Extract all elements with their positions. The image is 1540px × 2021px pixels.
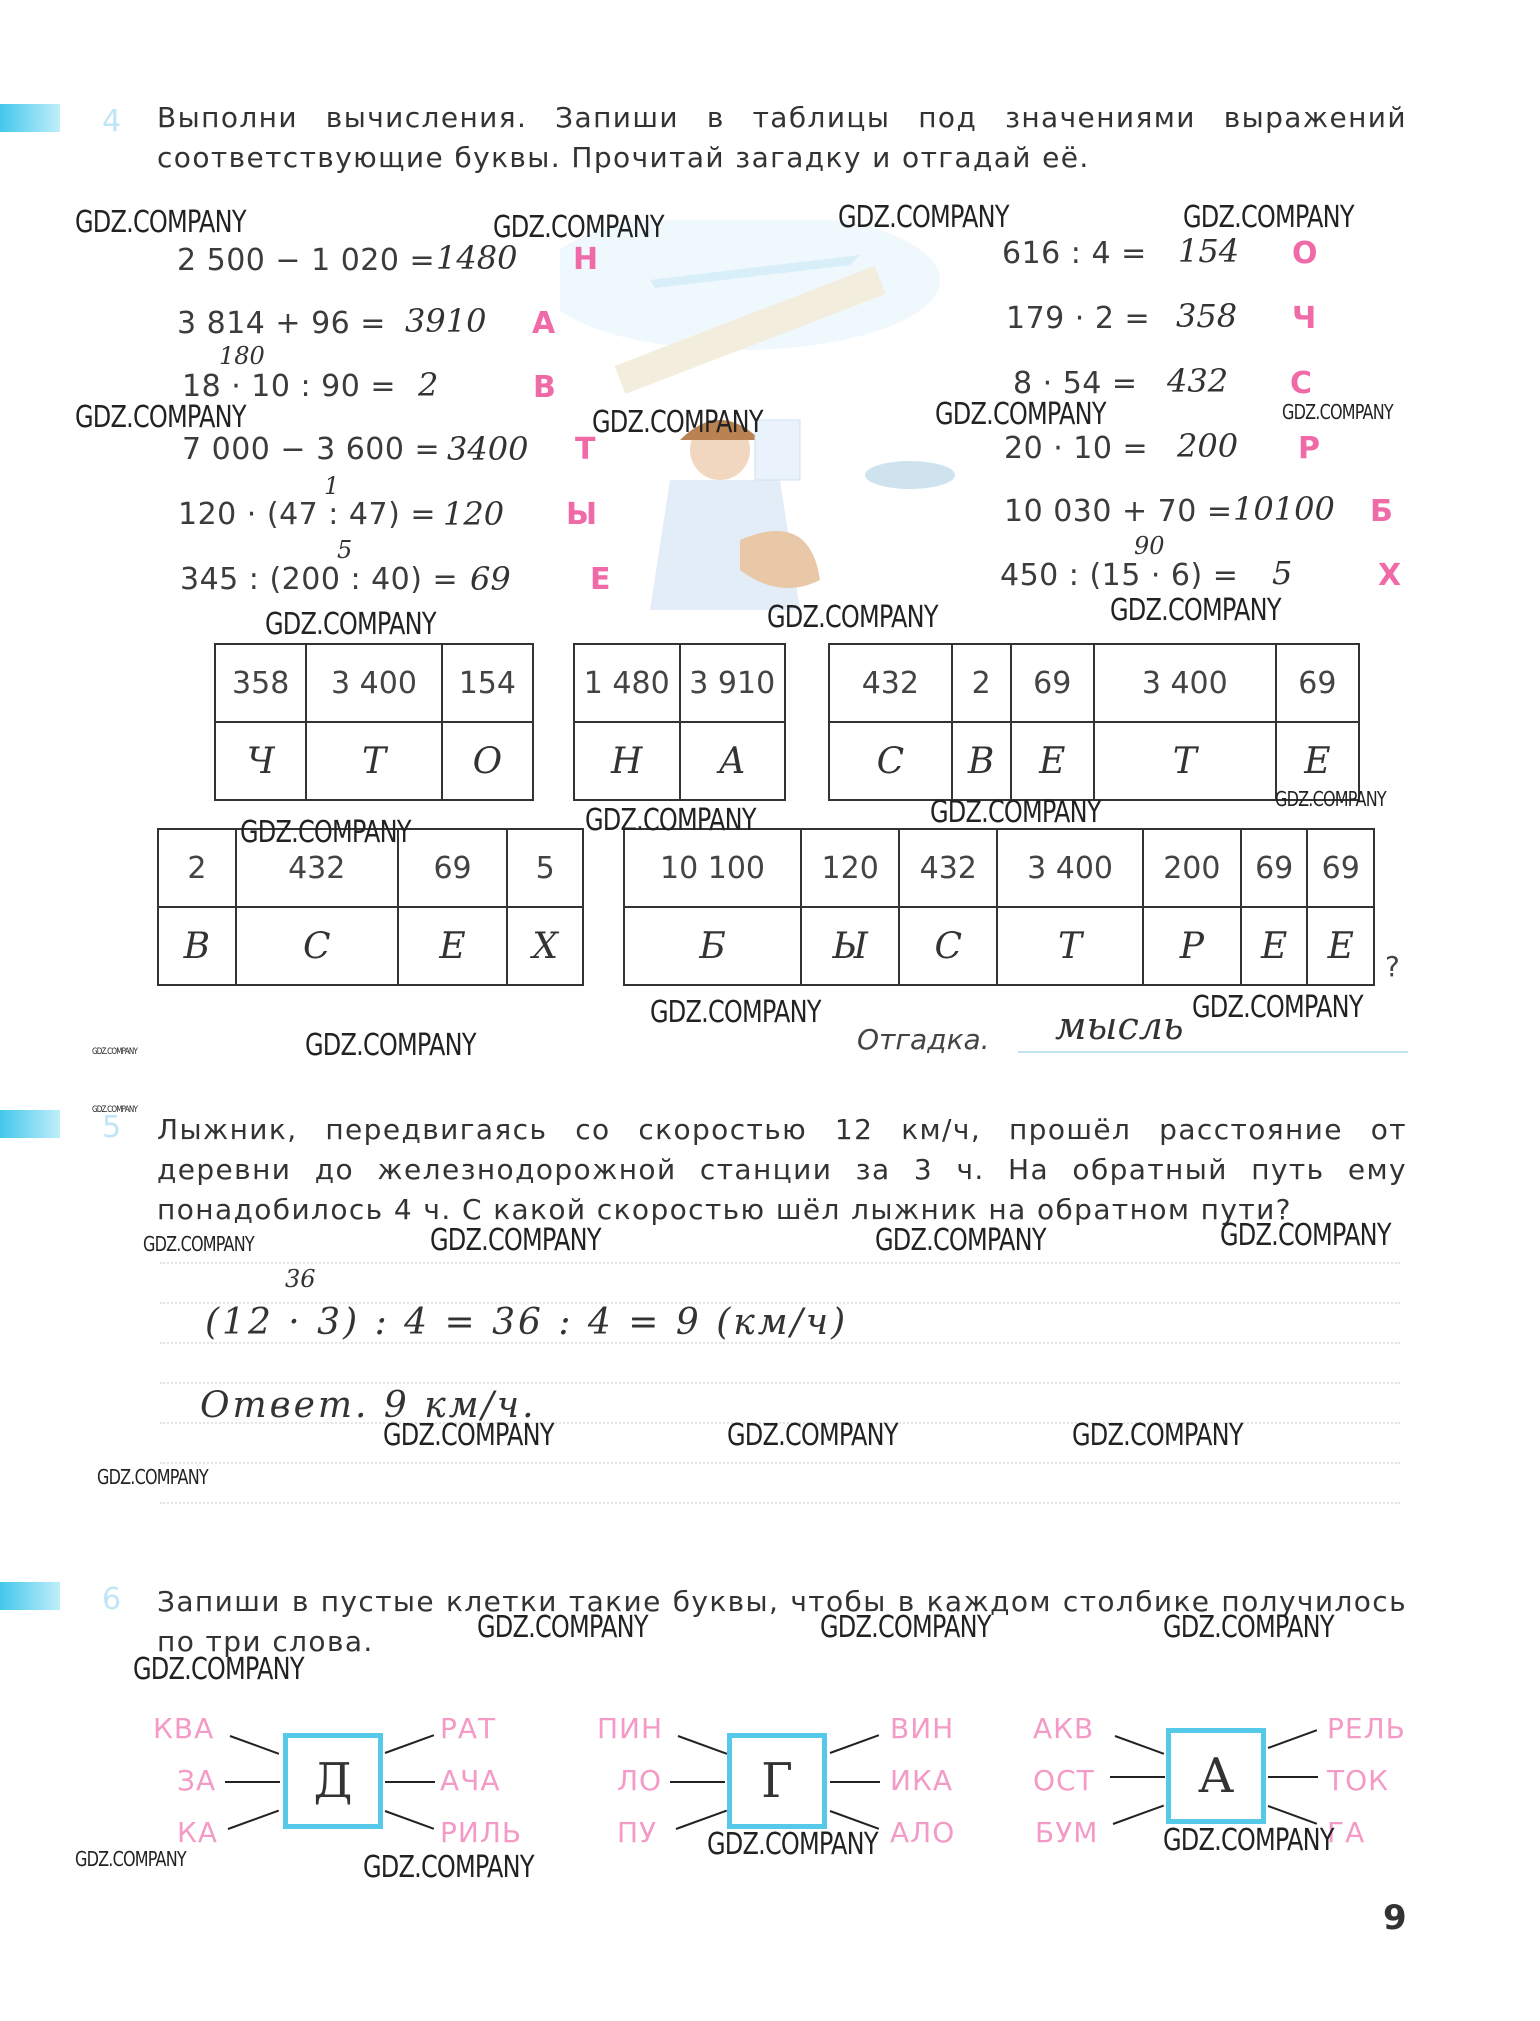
watermark: GDZ.COMPANY xyxy=(1072,1418,1243,1453)
letter-left-3: В xyxy=(533,370,556,405)
expr-left-1: 2 500 − 1 020 = xyxy=(177,243,436,278)
table-4-value: 69 xyxy=(398,829,508,907)
table-3-value: 69 xyxy=(1011,644,1094,722)
letter-left-4: Т xyxy=(575,432,596,467)
answer-left-5: 120 xyxy=(443,495,505,533)
note-left-6: 5 xyxy=(337,536,353,564)
table-5-value: 10 100 xyxy=(624,829,801,907)
watermark: GDZ.COMPANY xyxy=(305,1028,476,1063)
watermark: GDZ.COMPANY xyxy=(585,803,756,838)
word-part: РАТ xyxy=(440,1712,497,1745)
connector-line xyxy=(830,1734,880,1754)
table-3-value: 432 xyxy=(829,644,952,722)
answer-table-1 xyxy=(214,643,534,801)
expr-left-6: 345 : (200 : 40) = xyxy=(180,562,459,597)
grid-line xyxy=(160,1462,1400,1464)
table-5-letter: Р xyxy=(1143,907,1241,985)
letter-right-6: Х xyxy=(1378,558,1402,593)
table-1-value: 154 xyxy=(442,644,533,722)
grid-line xyxy=(160,1502,1400,1504)
question-mark: ? xyxy=(1385,950,1400,983)
connector-line xyxy=(830,1781,880,1783)
table-4-value: 432 xyxy=(236,829,398,907)
task-4-text: Выполни вычисления. Запиши в таблицы под значениями выражений соответствующие буквы. Прочитай загадку и отгадай её. xyxy=(157,101,1407,174)
letter-left-1: Н xyxy=(573,242,599,277)
watermark: GDZ.COMPANY xyxy=(240,815,411,850)
watermark: GDZ.COMPANY xyxy=(477,1610,648,1645)
task-6-number: 6 xyxy=(102,1582,122,1617)
connector-line xyxy=(385,1734,435,1754)
table-1-value: 358 xyxy=(215,644,306,722)
letter-right-1: О xyxy=(1292,236,1318,271)
word-part: ЛО xyxy=(617,1764,663,1797)
connector-line xyxy=(1115,1735,1165,1755)
answer-right-2: 358 xyxy=(1176,297,1238,335)
word-part: БУМ xyxy=(1035,1816,1099,1849)
note-right-6: 90 xyxy=(1134,532,1165,560)
answer-table-4 xyxy=(157,828,584,986)
expr-right-4: 20 · 10 = xyxy=(1004,431,1149,466)
table-3-letter: В xyxy=(952,722,1011,800)
watermark: GDZ.COMPANY xyxy=(383,1418,554,1453)
table-3-value: 69 xyxy=(1276,644,1359,722)
word-part: АЧА xyxy=(440,1764,501,1797)
table-1-value: 3 400 xyxy=(306,644,441,722)
watermark: GDZ.COMPANY xyxy=(1192,990,1363,1025)
answer-left-4: 3400 xyxy=(447,430,529,468)
note-left-5: 1 xyxy=(324,472,340,500)
watermark: GDZ.COMPANY xyxy=(767,600,938,635)
expr-right-5: 10 030 + 70 = xyxy=(1004,494,1233,529)
watermark: GDZ.COMPANY xyxy=(727,1418,898,1453)
watermark: GDZ.COMPANY xyxy=(935,397,1106,432)
connector-line xyxy=(670,1781,725,1783)
table-5-value: 69 xyxy=(1307,829,1374,907)
table-5-letter: Т xyxy=(997,907,1142,985)
task-5-tab xyxy=(0,1110,60,1138)
connector-line xyxy=(1268,1729,1318,1749)
word-part: ВИН xyxy=(890,1712,955,1745)
expr-right-3: 8 · 54 = xyxy=(1013,366,1138,401)
table-5-value: 69 xyxy=(1241,829,1308,907)
table-3-letter: Е xyxy=(1011,722,1094,800)
letter-box: Г xyxy=(727,1733,827,1829)
watermark: GDZ.COMPANY xyxy=(707,1827,878,1862)
connector-line xyxy=(228,1810,279,1830)
word-part: ТОК xyxy=(1327,1764,1390,1797)
task-6-text: Запиши в пустые клетки такие буквы, чтобы в каждом столбике получилось по три слова. xyxy=(157,1585,1407,1658)
connector-line xyxy=(1110,1776,1165,1778)
watermark: GDZ.COMPANY xyxy=(493,210,664,245)
table-5-letter: Б xyxy=(624,907,801,985)
watermark: GDZ.COMPANY xyxy=(592,405,763,440)
letter-left-6: Е xyxy=(590,562,611,597)
letter-box: А xyxy=(1166,1728,1266,1824)
task-6-tab xyxy=(0,1582,60,1610)
watermark: GDZ.COMPANY xyxy=(430,1223,601,1258)
answer-left-3: 2 xyxy=(418,366,439,404)
watermark: GDZ.COMPANY xyxy=(1282,400,1393,424)
expr-right-1: 616 : 4 = xyxy=(1002,236,1147,271)
word-part: ГА xyxy=(1327,1816,1366,1849)
word-part: АЛО xyxy=(890,1816,956,1849)
connector-line xyxy=(1113,1805,1164,1825)
watermark: GDZ.COMPANY xyxy=(75,205,246,240)
watermark: GDZ.COMPANY xyxy=(143,1232,254,1256)
riddle-answer-label: Отгадка. xyxy=(857,1023,990,1056)
answer-left-6: 69 xyxy=(470,560,511,598)
connector-line xyxy=(385,1781,435,1783)
watermark: GDZ.COMPANY xyxy=(838,200,1009,235)
table-5-value: 120 xyxy=(801,829,899,907)
table-4-value: 2 xyxy=(158,829,236,907)
connector-line xyxy=(230,1735,280,1755)
task-4-tab xyxy=(0,104,60,132)
watermark: GDZ.COMPANY xyxy=(1163,1823,1334,1858)
answer-right-4: 200 xyxy=(1177,427,1239,465)
table-4-value: 5 xyxy=(507,829,583,907)
grid-line xyxy=(160,1262,1400,1264)
table-4-letter: Е xyxy=(398,907,508,985)
word-part: ОСТ xyxy=(1033,1764,1095,1797)
table-4-letter: С xyxy=(236,907,398,985)
table-3-letter: Т xyxy=(1094,722,1276,800)
letter-box: Д xyxy=(283,1733,383,1829)
answer-left-1: 1480 xyxy=(436,239,518,277)
table-2-letter: Н xyxy=(574,722,680,800)
table-5-value: 200 xyxy=(1143,829,1241,907)
watermark: GDZ.COMPANY xyxy=(363,1850,534,1885)
watermark: GDZ.COMPANY xyxy=(875,1223,1046,1258)
table-3-letter: Е xyxy=(1276,722,1359,800)
watermark: GDZ.COMPANY xyxy=(265,607,436,642)
expr-left-4: 7 000 − 3 600 = xyxy=(182,432,441,467)
answer-right-3: 432 xyxy=(1167,362,1229,400)
solution-note: 36 xyxy=(285,1265,316,1293)
answer-right-5: 10100 xyxy=(1233,490,1335,528)
table-4-letter: В xyxy=(158,907,236,985)
word-part: РЕЛЬ xyxy=(1327,1712,1406,1745)
table-5-letter: Е xyxy=(1241,907,1308,985)
table-3-letter: С xyxy=(829,722,952,800)
expr-right-2: 179 · 2 = xyxy=(1006,301,1151,336)
watermark: GDZ.COMPANY xyxy=(650,995,821,1030)
watermark: GDZ.COMPANY xyxy=(75,400,246,435)
watermark: GDZ.COMPANY xyxy=(92,1105,138,1115)
task-5-text: Лыжник, передвигаясь со скоростью 12 км/ч, прошёл расстояние от деревни до железнодорожной станции за 3 ч. На обратный путь ему понадобилось 4 ч. С какой скоростью шёл лыжник на обратном пути? xyxy=(157,1113,1407,1226)
grid-line xyxy=(160,1382,1400,1384)
letter-left-5: Ы xyxy=(566,497,598,532)
watermark: GDZ.COMPANY xyxy=(92,1047,138,1057)
connector-line xyxy=(1268,1776,1318,1778)
table-2-value: 1 480 xyxy=(574,644,680,722)
connector-line xyxy=(385,1810,435,1830)
riddle-answer-value: мысль xyxy=(1055,1004,1184,1048)
word-part: ПУ xyxy=(617,1816,658,1849)
word-part: ИКА xyxy=(890,1764,953,1797)
solution-answer: Ответ. 9 км/ч. xyxy=(200,1385,537,1426)
word-part: ЗА xyxy=(177,1764,217,1797)
word-part: РИЛЬ xyxy=(440,1816,523,1849)
riddle-answer-line xyxy=(1018,1051,1408,1053)
note-left-3: 180 xyxy=(219,342,265,370)
connector-line xyxy=(225,1781,280,1783)
word-part: АКВ xyxy=(1033,1712,1095,1745)
letter-left-2: А xyxy=(532,306,556,341)
letter-right-3: С xyxy=(1290,366,1313,401)
word-part: КВА xyxy=(153,1712,215,1745)
word-part: КА xyxy=(177,1816,219,1849)
table-2-value: 3 910 xyxy=(680,644,786,722)
watermark: GDZ.COMPANY xyxy=(133,1652,304,1687)
answer-table-5 xyxy=(623,828,1375,986)
watermark: GDZ.COMPANY xyxy=(75,1847,186,1871)
letter-right-5: Б xyxy=(1370,494,1393,529)
table-2-letter: А xyxy=(680,722,786,800)
answer-right-6: 5 xyxy=(1272,554,1293,592)
table-5-letter: С xyxy=(899,907,997,985)
connector-line xyxy=(678,1735,728,1755)
letter-right-2: Ч xyxy=(1292,301,1317,336)
table-3-value: 3 400 xyxy=(1094,644,1276,722)
table-5-letter: Е xyxy=(1307,907,1374,985)
task-4-number: 4 xyxy=(102,104,122,139)
expr-left-5: 120 · (47 : 47) = xyxy=(178,497,436,532)
watermark: GDZ.COMPANY xyxy=(930,795,1101,830)
answer-right-1: 154 xyxy=(1178,232,1240,270)
word-part: ПИН xyxy=(597,1712,664,1745)
connector-line xyxy=(1268,1805,1318,1825)
watermark: GDZ.COMPANY xyxy=(1275,787,1386,811)
table-5-value: 3 400 xyxy=(997,829,1142,907)
table-1-letter: О xyxy=(442,722,533,800)
answer-table-3 xyxy=(828,643,1360,801)
watermark: GDZ.COMPANY xyxy=(97,1465,208,1489)
expr-right-6: 450 : (15 · 6) = xyxy=(1000,558,1239,593)
page-number: 9 xyxy=(1383,1898,1407,1938)
letter-right-4: Р xyxy=(1298,431,1320,466)
answer-left-2: 3910 xyxy=(405,302,487,340)
table-1-letter: Т xyxy=(306,722,441,800)
table-1-letter: Ч xyxy=(215,722,306,800)
expr-left-2: 3 814 + 96 = xyxy=(177,306,386,341)
table-3-value: 2 xyxy=(952,644,1011,722)
table-5-value: 432 xyxy=(899,829,997,907)
watermark: GDZ.COMPANY xyxy=(820,1610,991,1645)
expr-left-3: 18 · 10 : 90 = xyxy=(182,369,396,404)
task-5-number: 5 xyxy=(102,1110,122,1145)
table-4-letter: Х xyxy=(507,907,583,985)
solution-line: (12 · 3) : 4 = 36 : 4 = 9 (км/ч) xyxy=(205,1302,849,1343)
answer-table-2 xyxy=(573,643,786,801)
watermark: GDZ.COMPANY xyxy=(1110,593,1281,628)
watermark: GDZ.COMPANY xyxy=(1163,1610,1334,1645)
table-5-letter: Ы xyxy=(801,907,899,985)
watermark: GDZ.COMPANY xyxy=(1183,200,1354,235)
watermark: GDZ.COMPANY xyxy=(1220,1218,1391,1253)
